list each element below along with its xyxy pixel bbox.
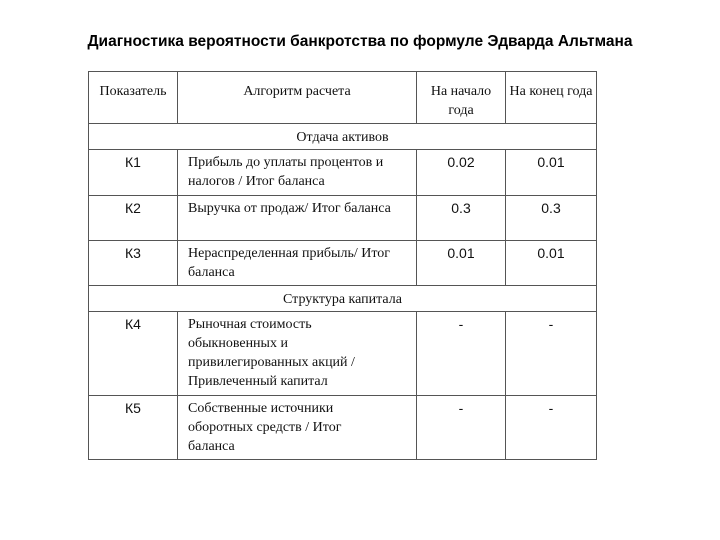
indicator-id: К3 (89, 241, 178, 286)
header-end: На конец года (506, 72, 597, 124)
value-start: 0.3 (417, 196, 506, 241)
value-start: - (417, 396, 506, 460)
table-row (89, 396, 597, 460)
value-end: 0.01 (506, 241, 597, 286)
value-end: - (506, 312, 597, 396)
formula: Нераспределенная прибыль/ Итог баланса (178, 241, 417, 286)
indicator-id: К5 (89, 396, 178, 460)
value-end: 0.3 (506, 196, 597, 241)
section-row (89, 286, 597, 312)
indicator-id: К1 (89, 150, 178, 196)
formula: Собственные источники оборотных средств / Итог баланса (178, 396, 417, 460)
value-start: 0.01 (417, 241, 506, 286)
header-start: На начало года (417, 72, 506, 124)
value-start: 0.02 (417, 150, 506, 196)
table-row (89, 196, 597, 241)
indicator-id: К4 (89, 312, 178, 396)
table-row (89, 150, 597, 196)
table-row (89, 241, 597, 286)
formula: Выручка от продаж/ Итог баланса (178, 196, 417, 241)
value-end: 0.01 (506, 150, 597, 196)
section-label: Структура капитала (89, 286, 597, 312)
formula: Рыночная стоимость обыкновенных и привилегированных акций / Привлеченный капитал (178, 312, 417, 396)
table-row (89, 312, 597, 396)
header-row (89, 72, 597, 124)
value-end: - (506, 396, 597, 460)
header-algorithm: Алгоритм расчета (178, 72, 417, 124)
section-label: Отдача активов (89, 124, 597, 150)
altman-table (88, 71, 597, 460)
value-start: - (417, 312, 506, 396)
page-title: Диагностика вероятности банкротства по формуле Эдварда Альтмана (87, 33, 633, 50)
indicator-id: К2 (89, 196, 178, 241)
formula: Прибыль до уплаты процентов и налогов / Итог баланса (178, 150, 417, 196)
section-row (89, 124, 597, 150)
header-indicator: Показатель (89, 72, 178, 124)
